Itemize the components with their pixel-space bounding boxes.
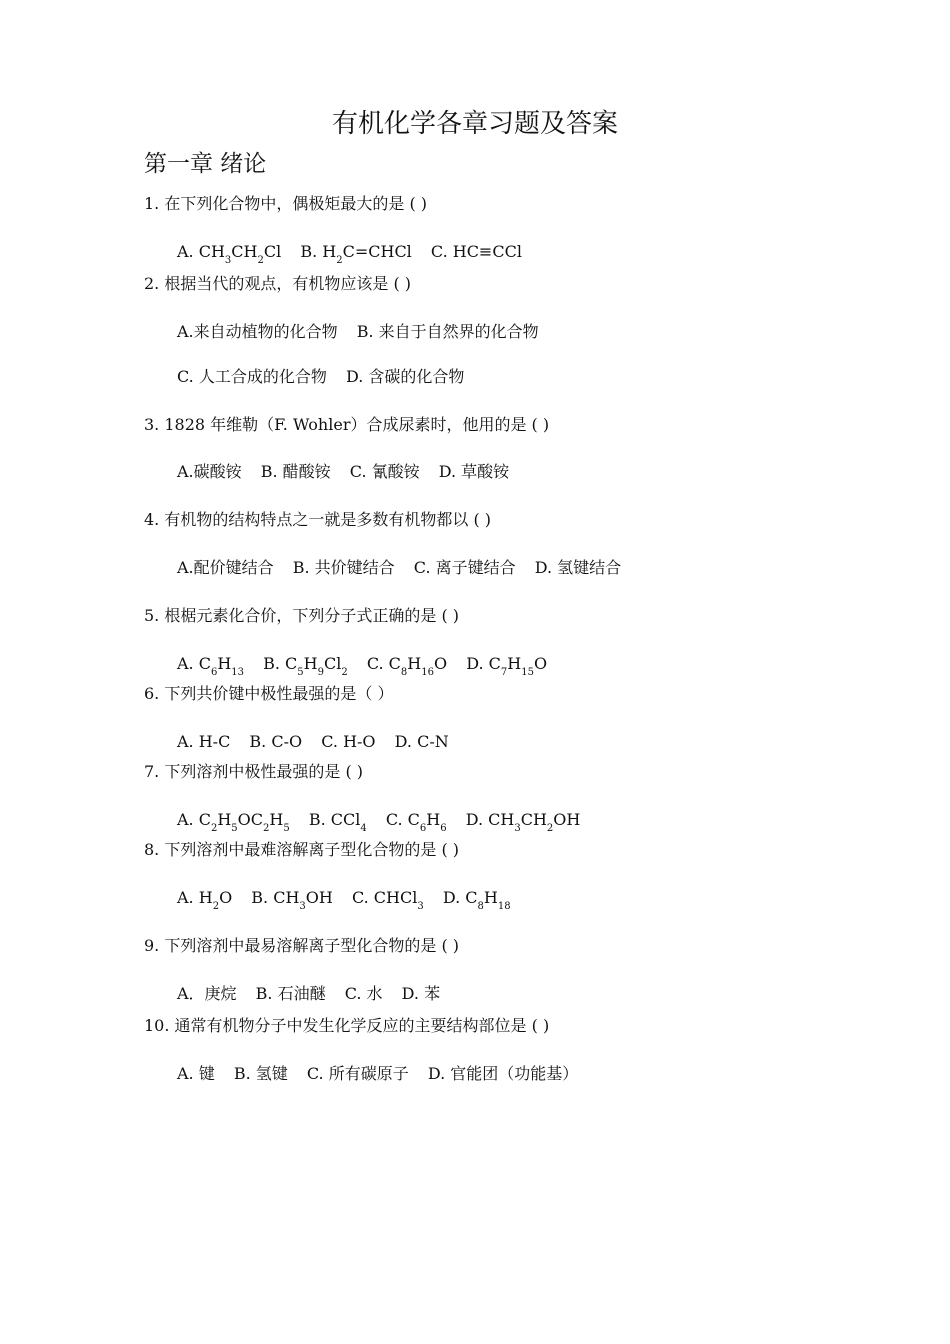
options-q8 [177,886,511,910]
question-9: 9. 下列溶剂中最易溶解离子型化合物的是 ( ) [144,936,460,955]
option-d: D. $C_8H_{18}$ [442,888,511,912]
option-b: B. C-O [249,732,303,751]
option-b: B. 石油醚 [255,984,326,1003]
option-b: B. $C_5H_9Cl_2$ [263,654,348,678]
option-a: A.配价键结合 [177,558,274,577]
options-q2-row2 [177,365,464,389]
chapter-heading: 第一章 绪论 [144,151,267,177]
option-c: C. 人工合成的化合物 [177,367,327,386]
option-c: C. 氰酸铵 [349,462,420,481]
option-c: C. 水 [344,984,383,1003]
option-b: B. 氢键 [233,1064,288,1083]
question-6: 6. 下列共价键中极性最强的是（ ） [144,684,394,703]
option-a: A．庚烷 [177,984,237,1003]
option-d: D. 官能团（功能基） [427,1064,579,1083]
question-2: 2. 根据当代的观点，有机物应该是 ( ) [144,274,412,293]
options-q2-row1 [177,320,539,344]
option-d: D. 含碳的化合物 [345,367,465,386]
options-q4 [177,556,621,580]
options-q10 [177,1062,578,1086]
options-q7 [177,808,580,832]
question-4: 4. 有机物的结构特点之一就是多数有机物都以 ( ) [144,510,492,529]
option-c: C. 所有碳原子 [306,1064,409,1083]
option-d: D. $CH_3CH_2OH$ [465,810,581,834]
options-q1 [177,240,522,264]
option-a: A. $C_2H_5OC_2H_5$ [177,810,290,834]
option-c: C. HC≡CCl [430,242,522,261]
options-q3 [177,460,509,484]
option-a: A. 键 [177,1064,215,1083]
option-c: C. $C_8H_{16}O$ [366,654,448,678]
question-5: 5. 根椐元素化合价，下列分子式正确的是 ( ) [144,606,460,625]
options-q9 [177,982,440,1006]
option-a: A. $C_6H_{13}$ [177,654,245,678]
option-d: D. 苯 [401,984,441,1003]
option-a: A.碳酸铵 [177,462,242,481]
option-d: D. 草酸铵 [438,462,510,481]
option-a: A. $CH_3CH_2Cl$ [177,242,282,266]
options-q6 [177,730,449,754]
option-d: D. C-N [394,732,449,751]
question-7: 7. 下列溶剂中极性最强的是 ( ) [144,762,364,781]
question-8: 8. 下列溶剂中最难溶解离子型化合物的是 ( ) [144,840,460,859]
option-a: A. H-C [177,732,231,751]
question-1: 1. 在下列化合物中，偶极矩最大的是 ( ) [144,194,428,213]
page-title: 有机化学各章习题及答案 [331,109,618,139]
option-c: C. $C_6H_6$ [385,810,447,834]
options-q5 [177,652,547,676]
option-b: B. 来自于自然界的化合物 [356,322,539,341]
question-3: 3. 1828 年维勒（F. Wohler）合成尿素时，他用的是 ( ) [144,415,550,434]
option-b: B. 醋酸铵 [260,462,331,481]
option-a: A.来自动植物的化合物 [177,322,338,341]
option-c: C. 离子键结合 [413,558,516,577]
option-c: C. CHCl$_3$ [351,888,424,912]
question-10: 10. 通常有机物分子中发生化学反应的主要结构部位是 ( ) [144,1016,550,1035]
option-a: A. $H_2O$ [177,888,233,912]
option-b: B. $CH_3OH$ [251,888,333,912]
option-b: B. $H_2C=CHCl$ [300,242,412,266]
option-b: B. CCl$_4$ [308,810,367,834]
option-d: D. 氢键结合 [534,558,622,577]
option-b: B. 共价键结合 [292,558,395,577]
option-d: D. $C_7H_{15}O$ [466,654,548,678]
option-c: C. H-O [321,732,376,751]
